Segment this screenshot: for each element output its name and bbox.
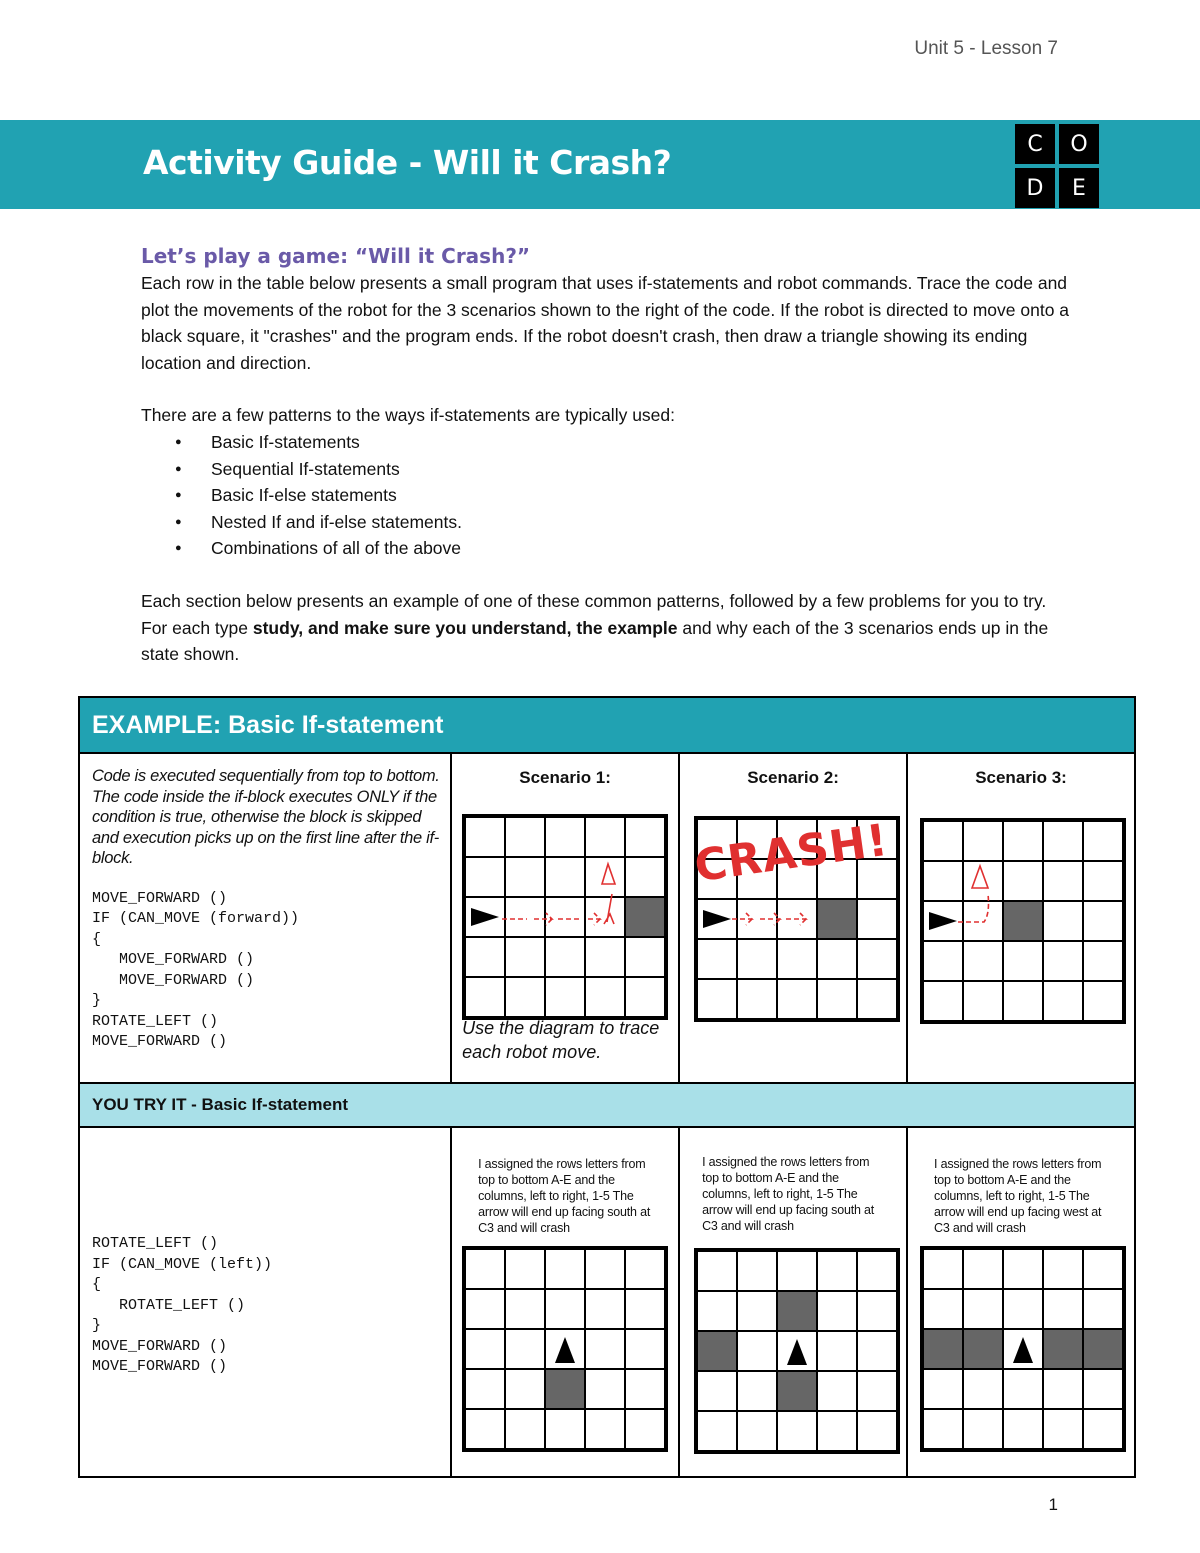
robot-arrow-icon [787, 1339, 807, 1365]
try-it-code: ROTATE_LEFT () IF (CAN_MOVE (left)) { ROTATE_LEFT () } MOVE_FORWARD () MOVE_FORWARD () [92, 1235, 273, 1376]
try-it-scenario-3[interactable] [907, 1127, 1135, 1477]
robot-arrow-icon [929, 912, 957, 930]
crash-label: CRASH! [691, 814, 892, 893]
answer-note: I assigned the rows letters from top to bottom A-E and the columns, left to right, 1-5 The arrow will end up facing south at C3 and will crash [702, 1155, 875, 1233]
scenario-title: Scenario 3: [975, 768, 1067, 787]
answer-note: I assigned the rows letters from top to bottom A-E and the columns, left to right, 1-5 The arrow will end up facing west at C3 and will crash [934, 1157, 1102, 1235]
robot-arrow-icon [471, 908, 499, 926]
logo-letter: D [1015, 168, 1055, 208]
intro-section [141, 242, 1071, 668]
robot-grid [920, 818, 1126, 1024]
robot-grid[interactable] [694, 1248, 900, 1454]
example-code-cell [79, 753, 451, 1083]
try-it-code-cell [79, 1127, 451, 1477]
intro-paragraph-3: Each section below presents an example of one of these common patterns, followed by a few problems for you to try. For each type study, and make sure you understand, the example and why each of the 3 scenarios ends up in the state shown. [141, 590, 1049, 665]
robot-grid[interactable] [462, 1246, 668, 1452]
intro-paragraph-1: Each row in the table below presents a small program that uses if-statements and robot commands. Trace the code and plot the movements of the robot for the 3 scenarios shown to the right of the code. If the robot is directed to move onto a black square, it "crashes" and the program ends. If the robot doesn't crash, then draw a triangle showing its ending location and direction. [141, 273, 1070, 373]
try-it-scenario-1[interactable] [451, 1127, 679, 1477]
activity-table [78, 696, 1136, 1478]
robot-arrow-icon [555, 1337, 575, 1363]
example-scenario-1 [451, 753, 679, 1083]
example-code: MOVE_FORWARD () IF (CAN_MOVE (forward)) { MOVE_FORWARD () MOVE_FORWARD () } ROTATE_LEFT () MOVE_FORWARD () [92, 889, 300, 1050]
example-scenario-3 [907, 753, 1135, 1083]
list-item: ● Sequential If-statements [211, 456, 1071, 483]
page-title: Activity Guide - Will it Crash? [143, 143, 672, 182]
answer-note: I assigned the rows letters from top to bottom A-E and the columns, left to right, 1-5 The arrow will end up facing south at C3 and will crash [478, 1157, 651, 1235]
list-item: ● Basic If-else statements [211, 482, 1071, 509]
robot-grid[interactable] [920, 1246, 1126, 1452]
diagram-hint: Use the diagram to trace each robot move. [462, 1018, 660, 1062]
robot-grid [462, 814, 668, 1020]
robot-arrow-icon [703, 910, 731, 928]
scenario-title: Scenario 2: [747, 768, 839, 787]
example-description: Code is executed sequentially from top to bottom. The code inside the if-block executes ONLY if the condition is true, otherwise the block is skipped and execution picks up on the first line after the if-block. [92, 767, 440, 867]
page-number: 1 [1048, 1495, 1058, 1514]
logo-letter: O [1059, 124, 1099, 164]
logo-letter: E [1059, 168, 1099, 208]
robot-arrow-icon [1013, 1337, 1033, 1363]
list-item: ● Combinations of all of the above [211, 535, 1071, 562]
list-item: ● Basic If-statements [211, 429, 1071, 456]
intro-paragraph-2: There are a few patterns to the ways if-statements are typically used: [141, 405, 675, 426]
unit-label: Unit 5 - Lesson 7 [914, 38, 1058, 59]
pattern-list [141, 429, 1071, 562]
intro-heading: Let’s play a game: “Will it Crash?” [141, 244, 531, 268]
try-it-scenario-2[interactable] [679, 1127, 907, 1477]
try-it-heading: YOU TRY IT - Basic If-statement [79, 1083, 1135, 1127]
example-scenario-2 [679, 753, 907, 1083]
list-item: ● Nested If and if-else statements. [211, 509, 1071, 536]
example-heading: EXAMPLE: Basic If-statement [79, 697, 1135, 753]
scenario-title: Scenario 1: [519, 768, 611, 787]
logo-letter: C [1015, 124, 1055, 164]
code-logo [1015, 124, 1099, 208]
